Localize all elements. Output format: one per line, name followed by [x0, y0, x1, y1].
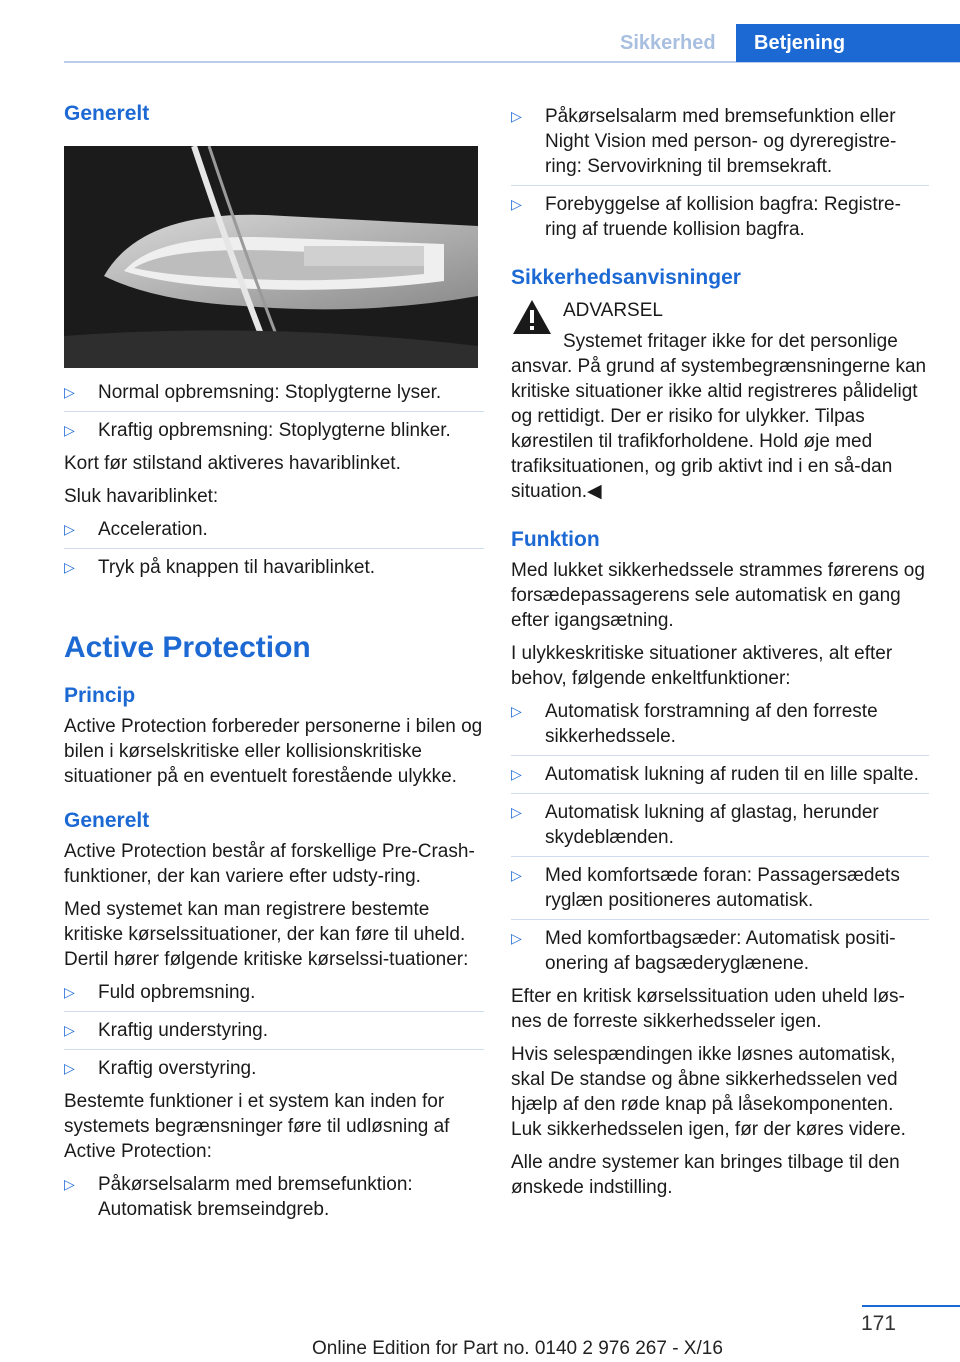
warning-first-line: Systemet fritager ikke for det personlige	[563, 331, 898, 352]
right-column	[511, 104, 929, 1200]
paragraph: Efter en kritisk kørselssituation uden uheld løs-nes de forreste sikkerhedsseler igen.	[511, 986, 905, 1032]
heading-generelt-2: Generelt	[64, 809, 150, 832]
list-item	[511, 192, 929, 242]
list-item-text: Tryk på knappen til havariblinket.	[98, 557, 376, 578]
list-item-text: Automatisk forstramning af den forreste sikkerhedssele.	[545, 701, 878, 747]
list-item-text: Acceleration.	[98, 519, 208, 540]
warning-icon	[511, 298, 563, 354]
list-item-text: Kraftig overstyring.	[98, 1058, 257, 1079]
list-item	[64, 1172, 484, 1222]
triangle-bullet-icon: ▷	[64, 422, 75, 438]
paragraph: Active Protection forbereder personerne i bilen og bilen i kørselskritiske eller kollisionskritiske situationer på en eventuelt forestående ulykke.	[64, 716, 483, 787]
taillight-illustration	[64, 146, 478, 368]
divider	[511, 856, 929, 857]
triangle-bullet-icon: ▷	[64, 1176, 75, 1192]
paragraph: Hvis selespændingen ikke løsnes automatisk, skal De standse og åbne sikkerhedsselen ved hjælp af den røde knap på låsekomponenten. Luk sikkerhedsselen igen, før der køres videre.	[511, 1044, 906, 1140]
triangle-bullet-icon: ▷	[64, 1060, 75, 1076]
list-item	[64, 1056, 484, 1081]
left-column	[64, 100, 484, 1222]
tab-sikkerhed[interactable]: Sikkerhed	[620, 32, 716, 54]
triangle-bullet-icon: ▷	[64, 384, 75, 400]
paragraph: Kort før stilstand aktiveres havariblinket.	[64, 453, 401, 474]
list-item-text: Påkørselsalarm med bremsefunktion eller Night Vision med person- og dyreregistre-ring: Servovirkning til bremsekraft.	[545, 106, 897, 177]
bullet-list-4	[64, 1172, 484, 1222]
divider	[511, 185, 929, 186]
bullet-list-3	[64, 980, 484, 1081]
taillight-image	[64, 146, 478, 368]
paragraph: I ulykkeskritiske situationer aktiveres, alt efter behov, følgende enkeltfunktioner:	[511, 643, 893, 689]
triangle-bullet-icon: ▷	[511, 108, 522, 124]
list-item-text: Med komfortsæde foran: Passagersædets ryglæn positioneres automatisk.	[545, 865, 900, 911]
bullet-list-1	[64, 380, 484, 443]
list-item	[64, 1018, 484, 1043]
list-item-text: Forebyggelse af kollision bagfra: Registre-ring af truende kollision bagfra.	[545, 194, 901, 240]
warning-title: ADVARSEL	[563, 300, 663, 321]
list-item	[511, 104, 929, 179]
divider	[64, 1049, 484, 1050]
triangle-bullet-icon: ▷	[511, 196, 522, 212]
list-item-text: Kraftig understyring.	[98, 1020, 269, 1041]
list-item	[511, 863, 929, 913]
warning-text: ansvar. På grund af systembegrænsningerne kan kritiske situationer ikke altid registreres pålideligt og rettidigt. Der er risiko for ulykker. Tilpas kørestilen til trafikforholdene. Hold øje med trafiksituationen, og grib aktivt ind i en så-dan situation.◀	[511, 356, 927, 502]
heading-funktion: Funktion	[511, 528, 600, 551]
tab-betjening[interactable]: Betjening	[736, 24, 960, 62]
paragraph: Med systemet kan man registrere bestemte kritiske kørselssituationer, der kan føre til uheld. Dertil hører følgende kritiske kørselssi-tuationer:	[64, 899, 469, 970]
list-item	[64, 980, 484, 1005]
list-item	[64, 380, 484, 405]
triangle-bullet-icon: ▷	[511, 930, 522, 946]
list-item	[511, 699, 929, 749]
list-item	[64, 555, 484, 580]
heading-generelt: Generelt	[64, 102, 150, 125]
list-item-text: Med komfortbagsæder: Automatisk positi-onering af bagsæderyglænene.	[545, 928, 896, 974]
triangle-bullet-icon: ▷	[511, 867, 522, 883]
triangle-bullet-icon: ▷	[64, 984, 75, 1000]
footer-rule	[862, 1305, 960, 1307]
triangle-bullet-icon: ▷	[64, 1022, 75, 1038]
list-item-text: Normal opbremsning: Stoplygterne lyser.	[98, 382, 442, 403]
triangle-bullet-icon: ▷	[64, 521, 75, 537]
list-item	[64, 418, 484, 443]
triangle-bullet-icon: ▷	[64, 559, 75, 575]
list-item-text: Automatisk lukning af glastag, herunder skydeblænden.	[545, 802, 879, 848]
heading-sikkerhedsanvisninger: Sikkerhedsanvisninger	[511, 266, 741, 289]
warning-block	[511, 298, 929, 354]
heading-active-protection: Active Protection	[64, 631, 311, 664]
triangle-bullet-icon: ▷	[511, 804, 522, 820]
paragraph: Sluk havariblinket:	[64, 486, 219, 507]
paragraph: Alle andre systemer kan bringes tilbage til den ønskede indstilling.	[511, 1152, 900, 1198]
paragraph: Med lukket sikkerhedssele strammes førerens og forsædepassagerens sele automatisk en gang efter igangsætning.	[511, 560, 925, 631]
divider	[64, 411, 484, 412]
triangle-bullet-icon: ▷	[511, 766, 522, 782]
divider	[511, 755, 929, 756]
list-item-text: Kraftig opbremsning: Stoplygterne blinker.	[98, 420, 451, 441]
heading-princip: Princip	[64, 684, 136, 707]
bullet-list-6	[511, 699, 929, 976]
divider	[64, 1011, 484, 1012]
list-item-text: Påkørselsalarm med bremsefunktion: Automatisk bremseindgreb.	[98, 1174, 413, 1220]
divider	[511, 919, 929, 920]
triangle-bullet-icon: ▷	[511, 703, 522, 719]
bullet-list-2	[64, 517, 484, 580]
paragraph: Bestemte funktioner i et system kan inden for systemets begrænsninger føre til udløsning af Active Protection:	[64, 1091, 450, 1162]
bullet-list-5	[511, 104, 929, 242]
list-item-text: Automatisk lukning af ruden til en lille spalte.	[545, 764, 919, 785]
divider	[511, 793, 929, 794]
page-number: 171	[860, 1312, 896, 1335]
list-item-text: Fuld opbremsning.	[98, 982, 256, 1003]
edition-text: Online Edition for Part no. 0140 2 976 267 - X/16	[312, 1338, 723, 1359]
divider	[64, 548, 484, 549]
list-item	[511, 800, 929, 850]
list-item	[64, 517, 484, 542]
list-item	[511, 926, 929, 976]
list-item	[511, 762, 929, 787]
paragraph: Active Protection består af forskellige Pre-Crash-funktioner, der kan variere efter udsty-ring.	[64, 841, 475, 887]
